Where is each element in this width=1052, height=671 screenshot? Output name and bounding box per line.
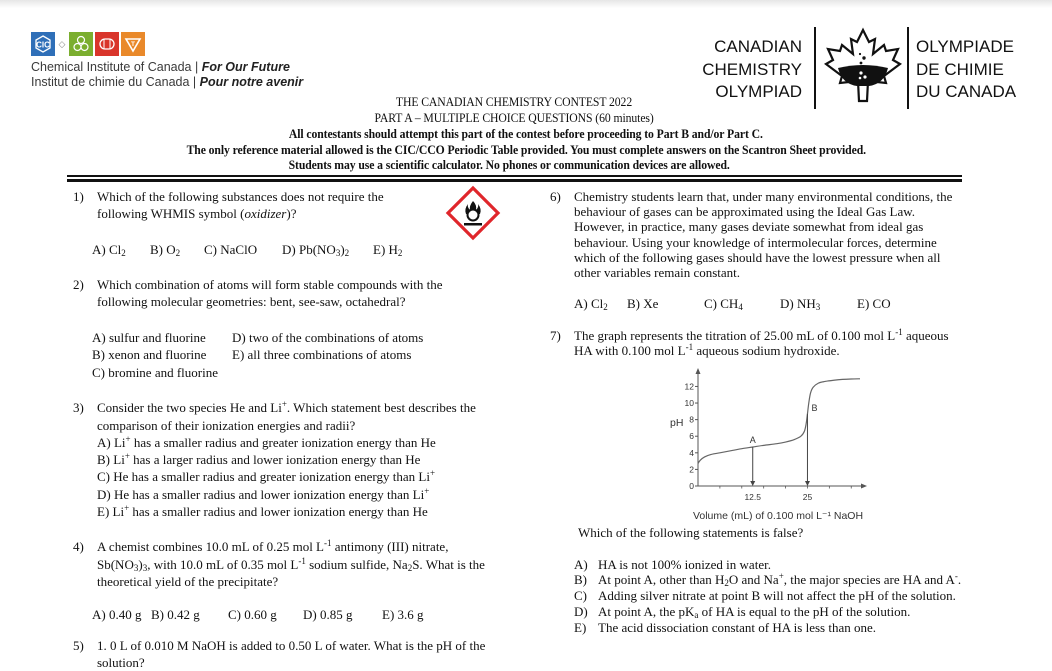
drop-arrow-a xyxy=(750,481,755,486)
csche-ring-icon xyxy=(95,32,119,56)
answer-option-c: C) He has a smaller radius and greater ionization energy than Li+ xyxy=(97,468,436,484)
question-number: 6) xyxy=(550,189,561,204)
question-text-line: other variables remain constant. xyxy=(574,265,741,280)
answer-option-a: A) $Cl_2$ xyxy=(574,296,608,312)
question-text-line: However, in practice, many gases deviate somewhat from ideal gas xyxy=(574,219,924,234)
diamond-separator-icon: ◇ xyxy=(58,38,66,49)
y-axis-arrow xyxy=(696,368,701,374)
y-tick-label: 4 xyxy=(689,447,694,458)
answer-option-b: B) Xe xyxy=(627,296,659,311)
cic-name-fr: Institut de chimie du Canada | xyxy=(31,75,200,89)
answer-option-d: D) $Pb(NO_3)_2$ xyxy=(282,242,350,258)
drop-arrow-b xyxy=(805,481,810,486)
answer-option-e: E) all three combinations of atoms xyxy=(232,347,412,362)
question-prompt: Which of the following statements is false? xyxy=(578,525,804,540)
instruction-2: The only reference material allowed is the CIC/CCO Periodic Table provided. You must complete answers on the Scantron Sheet provided. xyxy=(186,143,866,157)
whmis-oxidizer-icon xyxy=(443,184,503,242)
y-tick-label: 8 xyxy=(689,414,694,425)
answer-option-c: C) $CH_4$ xyxy=(704,296,743,312)
answer-option-c: C) Adding silver nitrate at point B will not affect the pH of the solution. xyxy=(574,588,956,603)
question-text-line: following molecular geometries: bent, see-saw, octahedral? xyxy=(97,294,406,309)
question-text-line: comparison of their ionization energies and radii? xyxy=(97,418,356,433)
cic-tagline-fr xyxy=(31,75,303,89)
titration-curve xyxy=(698,379,860,464)
answer-option-b: B) 0.42 g xyxy=(151,607,200,622)
x-tick-label: 12.5 xyxy=(744,492,762,502)
cco-fr-line-2: DE CHIMIE xyxy=(916,59,1004,79)
cco-fr-line-3: DU CANADA xyxy=(916,82,1017,101)
question-text-line: solution? xyxy=(97,655,145,670)
instruction-1: All contestants should attempt this part of the contest before proceeding to Part B and/or Part C. xyxy=(289,127,763,141)
question-text-line: HA with 0.100 mol $L^{-1}$ aqueous sodium hydroxide. xyxy=(574,342,840,358)
point-label-a: A xyxy=(749,435,756,446)
answer-option-e: E) Li+ has a smaller radius and lower ionization energy than He xyxy=(97,503,428,519)
instruction-3: Students may use a scientific calculator. No phones or communication devices are allowed. xyxy=(288,158,730,172)
question-number: 5) xyxy=(73,638,84,653)
answer-option-d: D) two of the combinations of atoms xyxy=(232,330,424,345)
question-number: 7) xyxy=(550,328,561,343)
y-tick-label: 2 xyxy=(689,464,694,475)
point-label-b: B xyxy=(811,402,818,413)
answer-option-d: D) $NH_3$ xyxy=(780,296,821,312)
answer-option-c: C) bromine and fluorine xyxy=(92,365,218,380)
y-tick-label: 12 xyxy=(684,381,694,392)
y-axis-label: pH xyxy=(670,417,684,430)
contest-title: THE CANADIAN CHEMISTRY CONTEST 2022 xyxy=(395,95,633,109)
answer-option-d: D) He has a smaller radius and lower ionization energy than Li+ xyxy=(97,486,430,502)
cco-fr-line-1: OLYMPIADE xyxy=(916,37,1014,56)
titration-chart xyxy=(660,368,870,528)
answer-option-e: E) CO xyxy=(857,296,891,311)
csc-molecule-icon xyxy=(69,32,93,56)
answer-option-b: B) xenon and fluorine xyxy=(92,347,207,362)
y-tick-label: 6 xyxy=(689,431,694,442)
answer-option-c: C) NaClO xyxy=(204,242,258,257)
question-text-line: Consider the two species He and Li+. Which statement best describes the xyxy=(97,399,476,415)
question-number: 3) xyxy=(73,400,84,415)
question-number: 2) xyxy=(73,277,84,292)
question-text-line: theoretical yield of the precipitate? xyxy=(97,574,279,589)
question-text-line: The graph represents the titration of 25.00 mL of 0.100 mol $L^{-1}$ aqueous xyxy=(574,327,949,343)
cco-en-line-2: CHEMISTRY xyxy=(702,59,802,79)
answer-option-e: E) 3.6 g xyxy=(382,607,424,622)
answer-option-e: E) $H_2$ xyxy=(373,242,403,258)
svg-text:T: T xyxy=(131,41,135,48)
question-text-line: Which of the following substances does not require the xyxy=(97,189,384,204)
question-text-line: following WHMIS symbol (oxidizer)? xyxy=(97,206,297,221)
answer-option-b: B) Li+ has a larger radius and lower ionization energy than He xyxy=(97,451,421,467)
question-text-line: A chemist combines 10.0 mL of 0.25 mol $L^{-1}$ antimony (III) nitrate, xyxy=(97,538,449,554)
separator-thin-rule xyxy=(67,175,962,177)
question-number: 1) xyxy=(73,189,84,204)
top-shadow-band xyxy=(0,0,1052,8)
cco-en-line-1: CANADIAN xyxy=(714,37,802,56)
answer-option-a: A) HA is not 100% ionized in water. xyxy=(574,557,771,572)
separator-thick-rule xyxy=(67,179,962,183)
question-text-line: Chemistry students learn that, under many environmental conditions, the xyxy=(574,189,953,204)
x-axis-arrow xyxy=(861,484,867,489)
ctc-triangle-icon xyxy=(121,32,145,56)
question-text-line: behaviour. Using your knowledge of intermolecular forces, determine xyxy=(574,235,937,250)
cic-motto-en: For Our Future xyxy=(201,60,290,74)
answer-option-b: B) At point A, other than $H_2O$ and Na+, the major species are HA and A-. xyxy=(574,571,962,588)
answer-option-e: E) The acid dissociation constant of HA is less than one. xyxy=(574,620,877,635)
question-text-line: which of the following gases should have the lowest pressure when all xyxy=(574,250,941,265)
answer-option-c: C) 0.60 g xyxy=(228,607,277,622)
answer-option-a: A) $Cl_2$ xyxy=(92,242,126,258)
answer-option-d: D) 0.85 g xyxy=(303,607,353,622)
cic-hexagon-icon xyxy=(31,32,55,56)
part-title: PART A – MULTIPLE CHOICE QUESTIONS (60 minutes) xyxy=(374,111,654,125)
cco-en-line-3: OLYMPIAD xyxy=(715,82,802,101)
answer-option-a: A) 0.40 g xyxy=(92,607,142,622)
cic-name-en: Chemical Institute of Canada | xyxy=(31,60,202,74)
cco-title-en xyxy=(692,36,802,104)
question-text-line: Which combination of atoms will form stable compounds with the xyxy=(97,277,443,292)
cic-logo-icons xyxy=(31,32,145,56)
svg-text:CIC: CIC xyxy=(36,40,50,50)
cic-tagline-en xyxy=(31,60,290,74)
cco-title-fr xyxy=(916,36,1036,104)
answer-option-a: A) sulfur and fluorine xyxy=(92,330,206,345)
y-tick-label: 0 xyxy=(689,481,694,491)
x-axis-label: Volume (mL) of 0.100 mol L⁻¹ NaOH xyxy=(692,510,864,522)
answer-option-d: D) At point A, the $pK_a$ of HA is equal to the pH of the solution. xyxy=(574,604,911,620)
question-text-line: behaviour of gases can be approximated using the Ideal Gas Law. xyxy=(574,204,916,219)
cic-motto-fr: Pour notre avenir xyxy=(199,75,304,89)
answer-option-b: B) $O_2$ xyxy=(150,242,181,258)
x-tick-label: 25 xyxy=(802,492,813,502)
y-tick-label: 10 xyxy=(684,398,694,409)
question-text-line: $Sb(NO_3)_3$, with 10.0 mL of 0.35 mol $L^{-1}$ sodium sulfide, $Na_2S$. What is the xyxy=(97,556,485,573)
answer-option-a: A) Li+ has a smaller radius and greater ionization energy than He xyxy=(97,434,436,450)
question-number: 4) xyxy=(73,539,84,554)
question-text-line: 1. 0 L of 0.010 M NaOH is added to 0.50 L of water. What is the pH of the xyxy=(97,638,486,653)
